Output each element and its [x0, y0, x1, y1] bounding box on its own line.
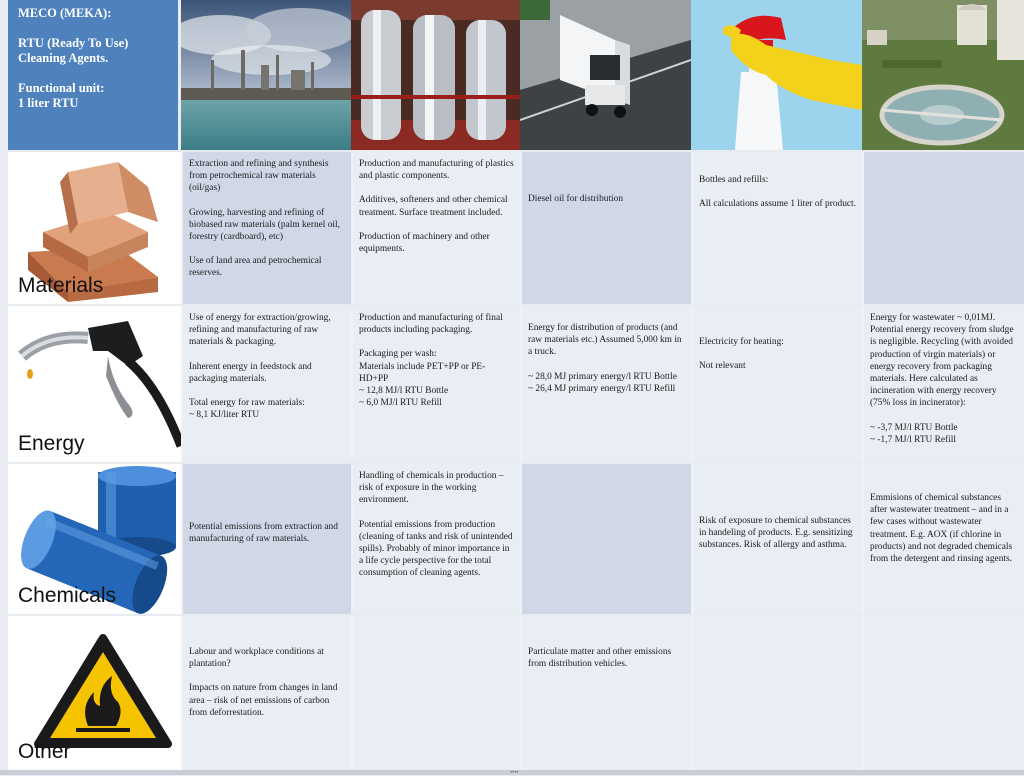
cell-materials-4 [691, 152, 862, 304]
cell-materials-1 [181, 152, 351, 304]
cell-text: Emmisions of chemical substances after wastewater treatment – and in a few cases without wastewater treatment. E.g. AOX (if chlorine in products) and not degraded chemicals from the detergent and rinsing agents. [870, 493, 1013, 565]
header-title-cell [8, 0, 178, 150]
row-head-other [8, 616, 181, 770]
cell-text: Energy for distribution of products (and raw materials etc.) Assumed 5,000 km in a truck. [528, 323, 682, 358]
row-head-chemicals [8, 464, 181, 614]
cell-text: Diesel oil for distribution [528, 193, 624, 204]
cell-text: Use of land area and petrochemical reserves. [189, 256, 322, 279]
row-label-materials: Materials [18, 274, 104, 297]
row-label-chemicals: Chemicals [18, 584, 117, 607]
cell-other-5 [862, 616, 1024, 770]
header-line-3: Functional unit: 1 liter RTU [18, 81, 105, 110]
row-head-materials [8, 152, 181, 304]
cell-text: All calculations assume 1 liter of product. [699, 199, 856, 209]
tanks-photo [351, 0, 520, 150]
refinery-photo [181, 0, 351, 150]
cell-text: Growing, harvesting and refining of biobased raw materials (palm kernel oil, forestry (cardboard), etc) [189, 207, 340, 243]
cell-chemicals-2 [351, 464, 520, 614]
cell-other-3 [520, 616, 691, 770]
cell-other-4 [691, 616, 862, 770]
cell-text: Not relevant [699, 361, 746, 372]
cell-text: Energy for wastewater ~ 0,01MJ. Potential energy recovery from sludge is negligible. Recycling (with avoided production of virgin materials) or energy recovery from packaging materials. Here calculated as incineration with energy recovery (75% loss in incinerator): [870, 313, 1014, 409]
spray-bottle-photo [691, 0, 862, 150]
cell-text: Packaging per wash: Materials include PET+PP or PE-HD+PP ~ 12,8 MJ/l RTU Bottle ~ 6,0 MJ/l RTU Refill [359, 349, 486, 409]
cell-text: Potential emissions from production (cleaning of tanks and risk of unintended spills). Probably of minor importance in a life cycle perspective for the total consumption of cleaning agents. [359, 519, 513, 579]
row-label-other: Other [18, 740, 71, 763]
row-label-energy: Energy [18, 432, 85, 455]
cell-text: ~ 28,0 MJ primary energy/l RTU Bottle ~ 26,4 MJ primary energy/l RTU Refill [528, 371, 677, 394]
cell-text: Inherent energy in feedstock and packaging materials. [189, 361, 312, 384]
cell-chemicals-3 [520, 464, 691, 614]
cell-text: Particulate matter and other emissions from distribution vehicles. [528, 647, 672, 670]
cell-materials-2 [351, 152, 520, 304]
cell-energy-3 [520, 306, 691, 462]
wastewater-plant-photo [862, 0, 1024, 150]
cell-text: Handling of chemicals in production – risk of exposure in the working environment. [359, 471, 504, 506]
row-head-energy [8, 306, 181, 462]
cell-text: Total energy for raw materials: ~ 8,1 KJ/liter RTU [189, 398, 305, 421]
cell-text: Risk of exposure to chemical substances in handeling of products. E.g. sensitizing substances. Risk of allergy and asthma. [699, 515, 853, 551]
cell-materials-3 [520, 152, 691, 304]
cell-text: Labour and workplace conditions at plantation? [189, 647, 324, 670]
cell-energy-1 [181, 306, 351, 462]
cell-text: Production and manufacturing of plastics and plastic components. [359, 159, 514, 182]
cell-materials-5 [862, 152, 1024, 304]
cell-text: Use of energy for extraction/growing, refining and manufacturing of raw materials & packaging. [189, 313, 331, 348]
cell-text: Additives, softeners and other chemical treatment. Surface treatment included. [359, 195, 508, 218]
truck-photo [520, 0, 691, 150]
cell-other-2 [351, 616, 520, 770]
cell-text: Electricity for heating: [699, 337, 784, 347]
cell-other-1 [181, 616, 351, 770]
cell-text: Impacts on nature from changes in land area – risk of net emissions of carbon from deforrestation. [189, 683, 338, 718]
header-line-1: MECO (MEKA): [18, 6, 112, 20]
cell-text: Production and manufacturing of final products including packaging. [359, 313, 503, 336]
cell-chemicals-1 [181, 464, 351, 614]
cell-text: Potential emissions from extraction and manufacturing of raw materials. [189, 521, 338, 544]
cell-text: ~ -3,7 MJ/l RTU Bottle ~ -1,7 MJ/l RTU Refill [870, 422, 958, 445]
cell-energy-5 [862, 306, 1024, 462]
cell-chemicals-5 [862, 464, 1024, 614]
cell-text: Production of machinery and other equipments. [359, 231, 490, 255]
resize-grip-icon[interactable]: •••• [510, 770, 519, 776]
cell-text: Bottles and refills: [699, 174, 769, 185]
cell-energy-4 [691, 306, 862, 462]
cell-text: Extraction and refining and synthesis from petrochemical raw materials (oil/gas) [189, 159, 329, 194]
cell-energy-2 [351, 306, 520, 462]
cell-chemicals-4 [691, 464, 862, 614]
header-line-2: RTU (Ready To Use) Cleaning Agents. [18, 36, 129, 65]
